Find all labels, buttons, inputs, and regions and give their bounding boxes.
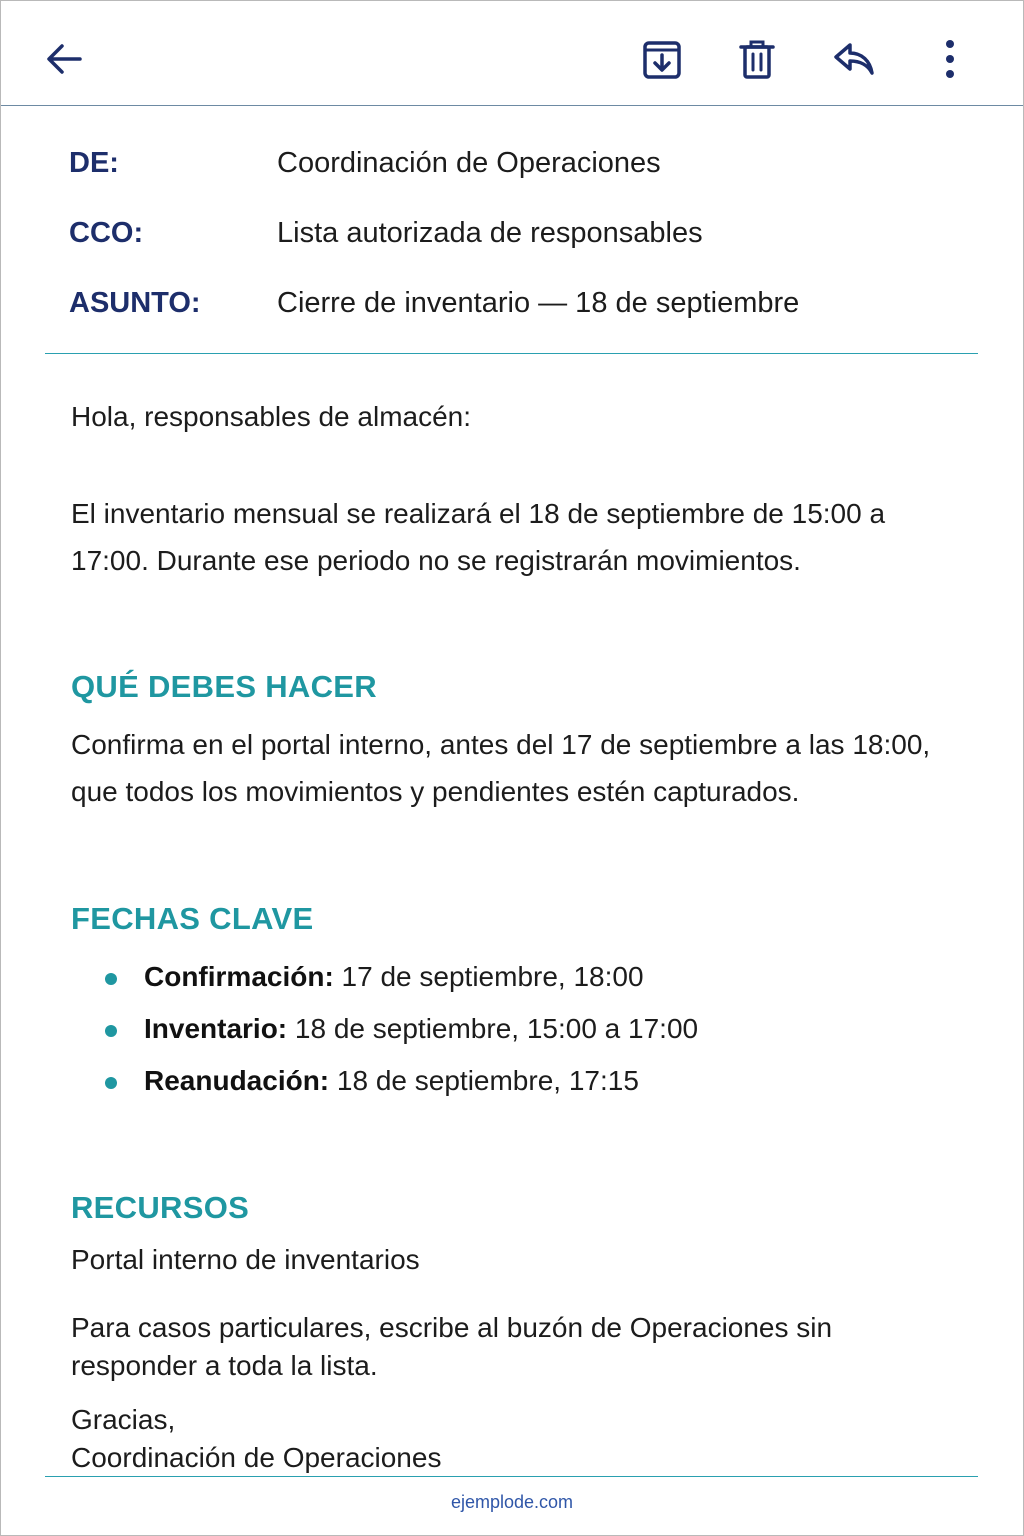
note-paragraph <box>71 1309 951 1385</box>
back-button[interactable] <box>36 31 92 87</box>
archive-icon <box>641 38 683 80</box>
note-line-2: responder a toda la lista. <box>71 1350 378 1381</box>
bcc-label: CCO: <box>69 217 144 249</box>
back-arrow-icon <box>44 39 84 79</box>
bullet-dot-icon <box>105 1025 117 1037</box>
intro-line-1: El inventario mensual se realizará el 18 de septiembre de 15:00 a <box>71 498 886 529</box>
note-line-1: Para casos particulares, escribe al buzón de Operaciones sin <box>71 1312 833 1343</box>
email-toolbar <box>1 1 1023 106</box>
bullet-dot-icon <box>105 1077 117 1089</box>
delete-button[interactable] <box>729 31 785 87</box>
todo-paragraph <box>71 721 951 815</box>
subject-label: ASUNTO: <box>69 287 201 319</box>
subject-value: Cierre de inventario — 18 de septiembre <box>277 287 800 319</box>
bullet-dot-icon <box>105 973 117 985</box>
signature-block <box>71 1401 951 1477</box>
thanks-text: Gracias, <box>71 1404 176 1435</box>
key-dates-heading: FECHAS CLAVE <box>71 901 314 936</box>
trash-icon <box>737 38 777 80</box>
resources-heading: RECURSOS <box>71 1190 250 1225</box>
more-vertical-icon <box>940 39 960 79</box>
footer-site-link[interactable]: ejemplode.com <box>450 1492 574 1512</box>
intro-paragraph <box>71 490 951 584</box>
date-value: 18 de septiembre, 15:00 a 17:00 <box>287 1013 699 1044</box>
reply-icon <box>832 39 876 79</box>
portal-link[interactable]: Portal interno de inventarios <box>71 1244 420 1275</box>
todo-line-1: Confirma en el portal interno, antes del 17 de septiembre a las 18:00, <box>71 729 931 760</box>
more-options-button[interactable] <box>922 31 978 87</box>
date-value: 17 de septiembre, 18:00 <box>333 961 644 992</box>
from-label: DE: <box>69 147 119 179</box>
header-divider <box>45 353 978 354</box>
date-value: 18 de septiembre, 17:15 <box>329 1065 639 1096</box>
date-label: Reanudación: <box>144 1065 330 1096</box>
greeting: Hola, responsables de almacén: <box>71 401 472 432</box>
archive-button[interactable] <box>634 31 690 87</box>
from-value: Coordinación de Operaciones <box>277 147 661 179</box>
signature-text: Coordinación de Operaciones <box>71 1442 442 1473</box>
bcc-value: Lista autorizada de responsables <box>277 217 703 249</box>
footer-divider <box>45 1476 978 1477</box>
reply-button[interactable] <box>826 31 882 87</box>
date-label: Confirmación: <box>144 961 334 992</box>
intro-line-2: 17:00. Durante ese periodo no se registrarán movimientos. <box>71 545 801 576</box>
todo-line-2: que todos los movimientos y pendientes estén capturados. <box>71 776 800 807</box>
todo-heading: QUÉ DEBES HACER <box>71 669 377 704</box>
date-label: Inventario: <box>144 1013 288 1044</box>
